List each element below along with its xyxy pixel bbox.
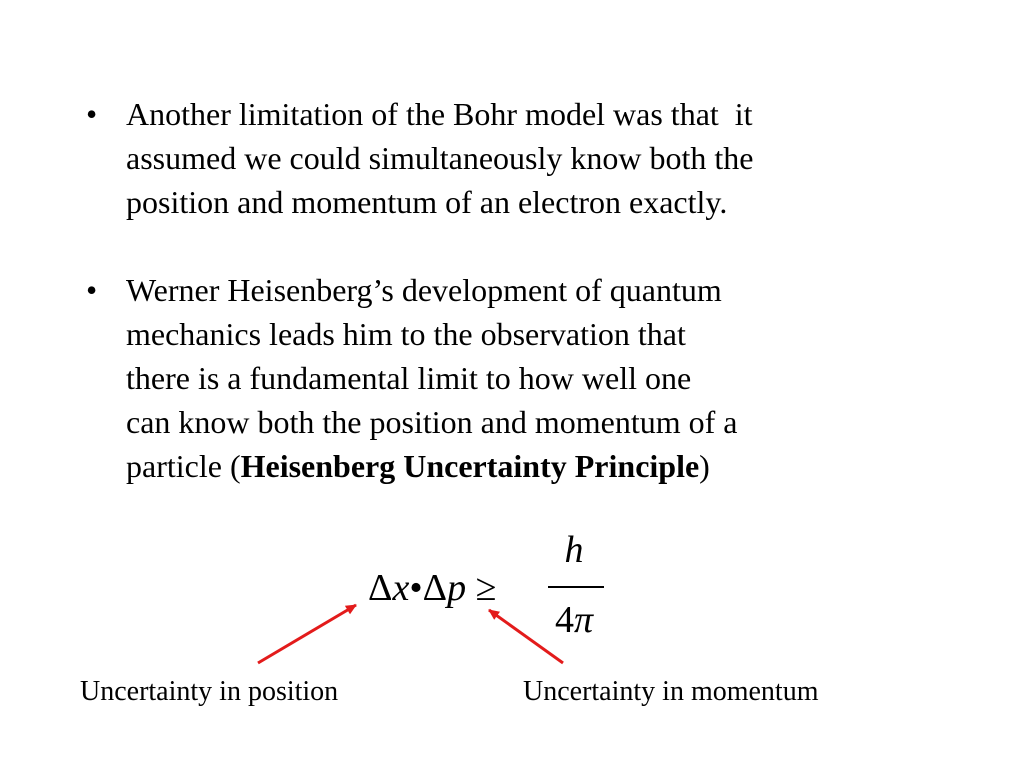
bullet-last-line-prefix: particle ( (126, 448, 241, 484)
bullet-line: there is a fundamental limit to how well one (126, 360, 692, 396)
bullet-line: assumed we could simultaneously know both the (126, 140, 754, 176)
bullet-line: mechanics leads him to the observation that (126, 316, 686, 352)
denominator-number: 4 (554, 599, 574, 641)
bullet-marker: • (86, 272, 98, 308)
uncertainty-principle-term: Heisenberg Uncertainty Principle (240, 448, 700, 484)
bullet-last-line-suffix: ) (699, 448, 710, 484)
bullet-marker: • (86, 96, 98, 132)
bullet-line: can know both the position and momentum of a (126, 404, 738, 440)
delta-p-symbol: Δ (422, 567, 448, 609)
geq-symbol: ≥ (475, 567, 497, 609)
delta-x-symbol: Δ (368, 567, 393, 609)
fraction-numerator: h (564, 529, 584, 571)
x-variable: x (392, 567, 410, 609)
bullet-line: position and momentum of an electron exactly. (126, 184, 728, 220)
bullet-line: Werner Heisenberg’s development of quantum (126, 272, 722, 308)
dot-operator: • (409, 567, 423, 609)
uncertainty-momentum-label: Uncertainty in momentum (523, 676, 819, 707)
momentum-arrow (489, 610, 563, 663)
position-arrow (258, 605, 356, 663)
pi-symbol: π (573, 599, 594, 641)
uncertainty-position-label: Uncertainty in position (80, 676, 339, 707)
p-variable: p (447, 567, 467, 609)
bullet-line: Another limitation of the Bohr model was that it (126, 96, 753, 132)
